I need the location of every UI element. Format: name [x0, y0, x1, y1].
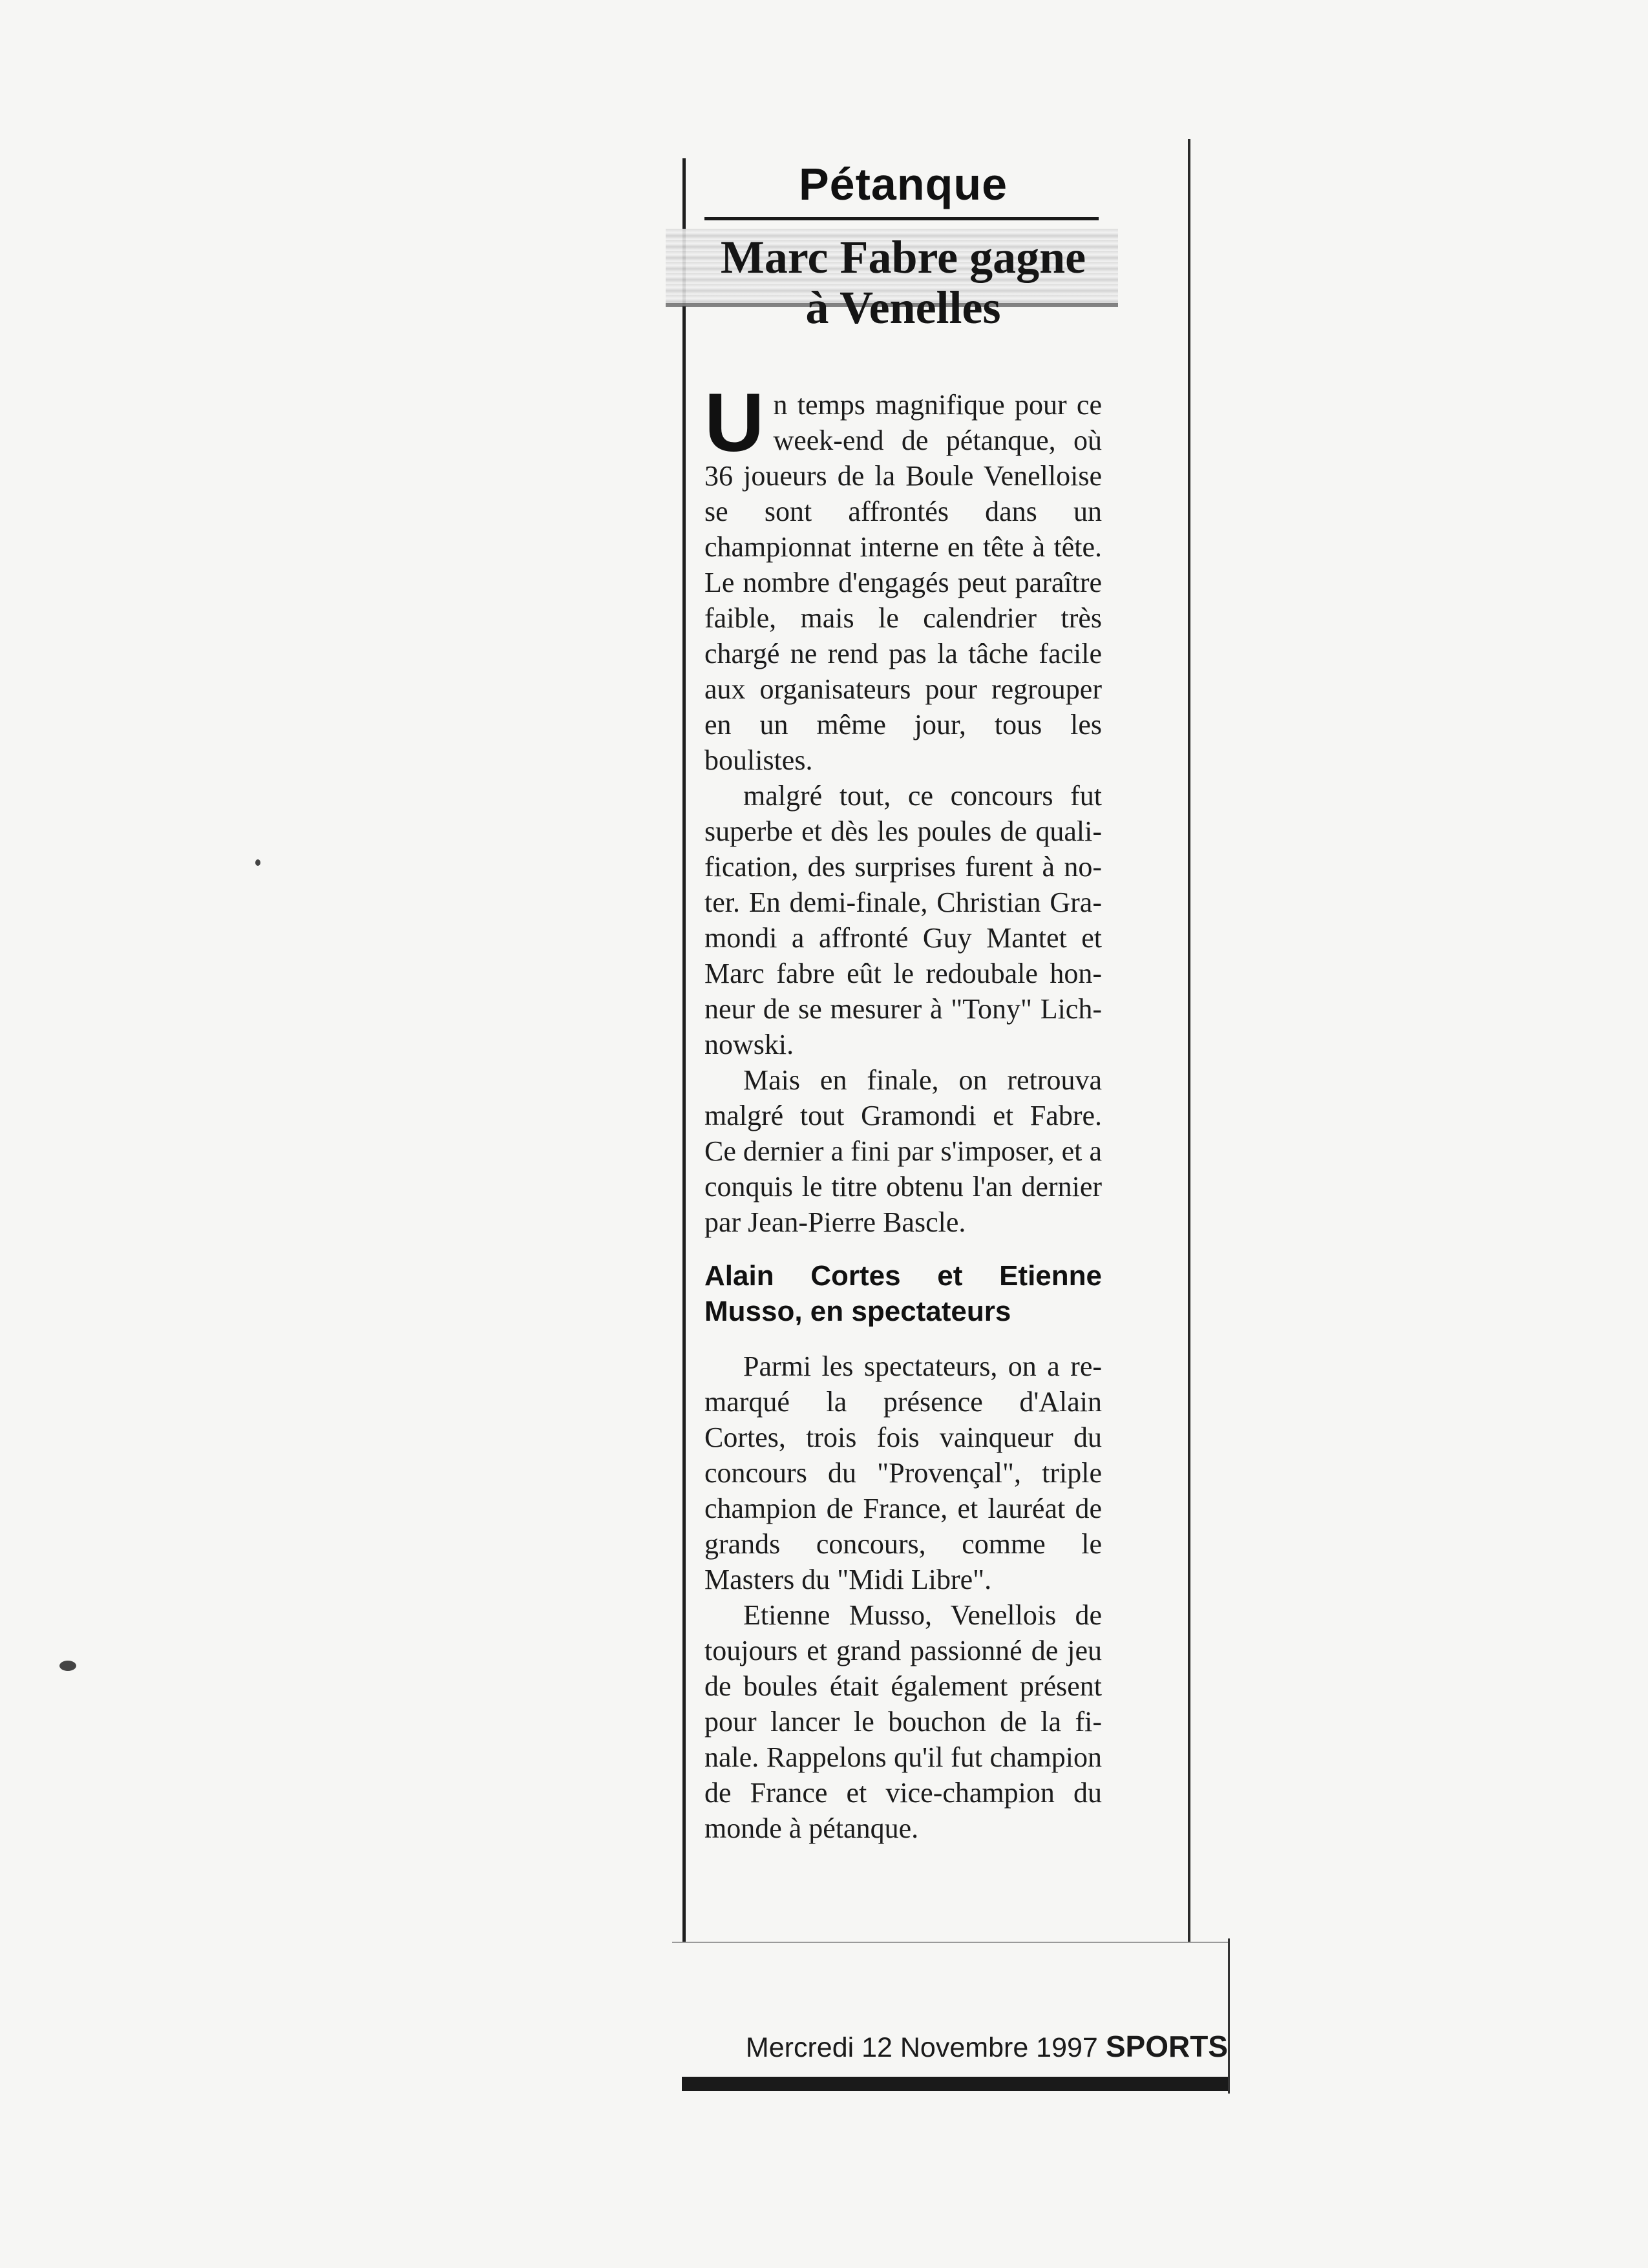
headline-block [704, 226, 1102, 387]
paragraph-2: malgré tout, ce concours fut superbe et dès les poules de qualification, des surprises furent à noter. En demi-finale, Christian Gramondi a affronté Guy Mantet et Marc fabre eût le redoubale honneur de se mesurer à "Tony" Lichnowski. [704, 779, 1102, 1060]
paragraph-3: Mais en finale, on retrouva malgré tout Gramondi et Fabre. Ce dernier a fini par s'imposer, et a conquis le titre obtenu l'an dernier par Jean-Pierre Bascle. [704, 1064, 1102, 1238]
paragraph-5: Etienne Musso, Venellois de toujours et grand passionné de jeu de boules était également présent pour lancer le bouchon de la finale. Rappelons qu'il fut champion de France et vice-champion du monde à pétanque. [704, 1599, 1102, 1844]
footer-section: SPORTS [1105, 2030, 1228, 2063]
paragraph-1-text: n temps magnifique pour ce week-end de pétanque, où 36 joueurs de la Boule Venelloise se sont affrontés dans un championnat interne en tête à tête. Le nombre d'engagés peut paraître faible, mais le calendrier très chargé ne rend pas la tâche facile aux organisateurs pour regrouper en un même jour, tous les boulistes. [704, 388, 1102, 776]
rubric-underline [704, 217, 1099, 220]
drop-cap: U [704, 376, 765, 469]
ink-speck [59, 1661, 76, 1671]
article-column [704, 158, 1102, 1846]
paragraph-1 [704, 376, 1102, 778]
article-body [704, 376, 1102, 1846]
ink-speck [255, 859, 260, 866]
page-footer [682, 2029, 1228, 2091]
article-subhead: Alain Cortes et Etienne Musso, en spectateurs [704, 1259, 1102, 1327]
column-rule-right [1188, 139, 1190, 1942]
footer-bar [682, 2077, 1228, 2091]
footer-line [682, 2029, 1228, 2064]
article-headline: Marc Fabre gagne à Venelles [720, 231, 1086, 333]
clipping-cut-line [672, 1942, 1228, 1943]
column-rule-footer [1228, 1938, 1230, 2094]
paragraph-4: Parmi les spectateurs, on a remarqué la présence d'Alain Cortes, trois fois vainqueur du concours du "Provençal", triple champion de France, et lauréat de grands concours, comme le Masters du "Midi Libre". [704, 1350, 1102, 1595]
footer-date: Mercredi 12 Novembre 1997 [745, 2032, 1098, 2063]
rubric-title: Pétanque [798, 159, 1008, 209]
column-rule-left [682, 158, 686, 1942]
